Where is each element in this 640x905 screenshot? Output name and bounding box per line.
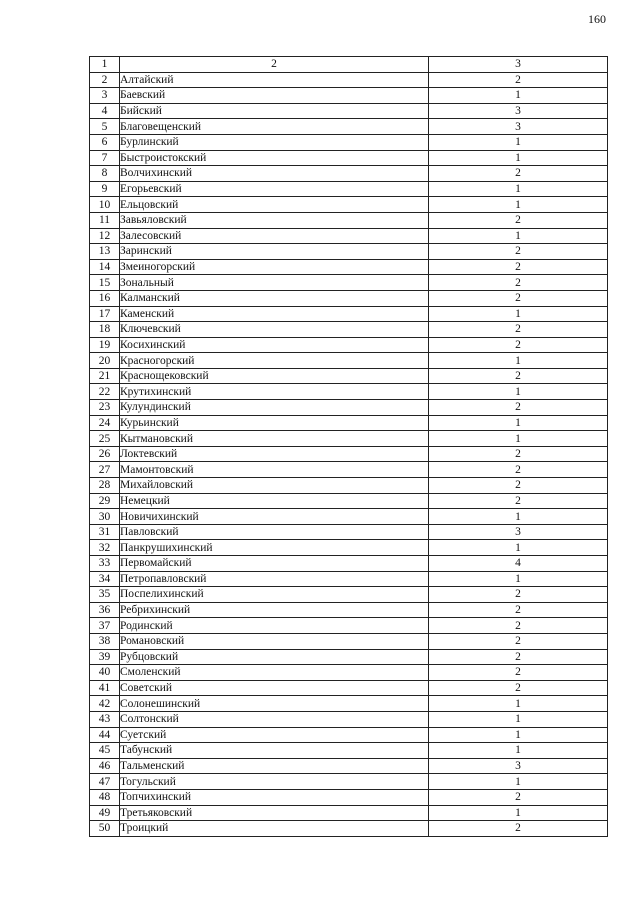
value-cell: 1	[429, 134, 608, 150]
value-cell: 1	[429, 774, 608, 790]
value-cell: 2	[429, 275, 608, 291]
district-name-cell: Павловский	[120, 524, 429, 540]
district-name-cell: Калманский	[120, 290, 429, 306]
value-cell: 2	[429, 244, 608, 260]
value-cell: 1	[429, 509, 608, 525]
district-name-cell: Рубцовский	[120, 649, 429, 665]
row-number-cell: 50	[90, 821, 120, 837]
table-row	[90, 727, 608, 743]
value-cell: 1	[429, 150, 608, 166]
table-row	[90, 446, 608, 462]
value-cell: 2	[429, 212, 608, 228]
table-row	[90, 743, 608, 759]
table-row	[90, 72, 608, 88]
table-row	[90, 212, 608, 228]
value-cell: 1	[429, 696, 608, 712]
value-cell: 4	[429, 556, 608, 572]
row-number-cell: 19	[90, 337, 120, 353]
header-cell-number: 1	[90, 57, 120, 73]
row-number-cell: 40	[90, 665, 120, 681]
value-cell: 1	[429, 181, 608, 197]
value-cell: 2	[429, 72, 608, 88]
table-row	[90, 774, 608, 790]
value-cell: 2	[429, 462, 608, 478]
district-name-cell: Завьяловский	[120, 212, 429, 228]
district-name-cell: Бийский	[120, 103, 429, 119]
header-cell-value: 3	[429, 57, 608, 73]
district-name-cell: Советский	[120, 680, 429, 696]
table-row	[90, 259, 608, 275]
table-row	[90, 88, 608, 104]
district-name-cell: Третьяковский	[120, 805, 429, 821]
row-number-cell: 8	[90, 166, 120, 182]
table-row	[90, 368, 608, 384]
value-cell: 3	[429, 119, 608, 135]
row-number-cell: 36	[90, 602, 120, 618]
row-number-cell: 10	[90, 197, 120, 213]
value-cell: 1	[429, 571, 608, 587]
table-row	[90, 602, 608, 618]
district-name-cell: Локтевский	[120, 446, 429, 462]
value-cell: 2	[429, 680, 608, 696]
district-name-cell: Романовский	[120, 633, 429, 649]
table-row	[90, 789, 608, 805]
district-name-cell: Волчихинский	[120, 166, 429, 182]
value-cell: 2	[429, 259, 608, 275]
table-row	[90, 290, 608, 306]
value-cell: 1	[429, 431, 608, 447]
row-number-cell: 37	[90, 618, 120, 634]
district-name-cell: Ребрихинский	[120, 602, 429, 618]
district-name-cell: Панкрушихинский	[120, 540, 429, 556]
district-name-cell: Косихинский	[120, 337, 429, 353]
value-cell: 3	[429, 758, 608, 774]
value-cell: 2	[429, 649, 608, 665]
table-row	[90, 134, 608, 150]
page-number: 160	[588, 12, 606, 26]
value-cell: 1	[429, 306, 608, 322]
row-number-cell: 5	[90, 119, 120, 135]
table-row	[90, 197, 608, 213]
value-cell: 3	[429, 103, 608, 119]
row-number-cell: 25	[90, 431, 120, 447]
district-name-cell: Краснощековский	[120, 368, 429, 384]
value-cell: 2	[429, 400, 608, 416]
row-number-cell: 44	[90, 727, 120, 743]
district-name-cell: Тальменский	[120, 758, 429, 774]
district-name-cell: Петропавловский	[120, 571, 429, 587]
table-row	[90, 244, 608, 260]
table-row	[90, 665, 608, 681]
table-row	[90, 119, 608, 135]
row-number-cell: 48	[90, 789, 120, 805]
table-row	[90, 571, 608, 587]
row-number-cell: 17	[90, 306, 120, 322]
table-row	[90, 322, 608, 338]
row-number-cell: 12	[90, 228, 120, 244]
district-name-cell: Баевский	[120, 88, 429, 104]
table-body	[90, 57, 608, 837]
row-number-cell: 39	[90, 649, 120, 665]
row-number-cell: 7	[90, 150, 120, 166]
row-number-cell: 45	[90, 743, 120, 759]
table-row	[90, 166, 608, 182]
row-number-cell: 33	[90, 556, 120, 572]
row-number-cell: 20	[90, 353, 120, 369]
district-name-cell: Бурлинский	[120, 134, 429, 150]
row-number-cell: 3	[90, 88, 120, 104]
row-number-cell: 32	[90, 540, 120, 556]
district-name-cell: Троицкий	[120, 821, 429, 837]
district-name-cell: Смоленский	[120, 665, 429, 681]
row-number-cell: 49	[90, 805, 120, 821]
table-row	[90, 524, 608, 540]
value-cell: 1	[429, 540, 608, 556]
district-table	[89, 56, 608, 837]
district-name-cell: Поспелихинский	[120, 587, 429, 603]
district-name-cell: Солонешинский	[120, 696, 429, 712]
row-number-cell: 28	[90, 478, 120, 494]
district-name-cell: Каменский	[120, 306, 429, 322]
row-number-cell: 22	[90, 384, 120, 400]
district-name-cell: Благовещенский	[120, 119, 429, 135]
table-row	[90, 587, 608, 603]
table-row	[90, 181, 608, 197]
row-number-cell: 47	[90, 774, 120, 790]
value-cell: 3	[429, 524, 608, 540]
table-row	[90, 384, 608, 400]
table-row	[90, 353, 608, 369]
row-number-cell: 24	[90, 415, 120, 431]
value-cell: 1	[429, 228, 608, 244]
table-row	[90, 337, 608, 353]
district-name-cell: Топчихинский	[120, 789, 429, 805]
district-name-cell: Змеиногорский	[120, 259, 429, 275]
value-cell: 1	[429, 384, 608, 400]
table-row	[90, 103, 608, 119]
row-number-cell: 42	[90, 696, 120, 712]
row-number-cell: 29	[90, 493, 120, 509]
value-cell: 2	[429, 633, 608, 649]
value-cell: 1	[429, 353, 608, 369]
value-cell: 1	[429, 415, 608, 431]
table-row	[90, 805, 608, 821]
value-cell: 2	[429, 587, 608, 603]
row-number-cell: 27	[90, 462, 120, 478]
district-name-cell: Суетский	[120, 727, 429, 743]
value-cell: 2	[429, 337, 608, 353]
row-number-cell: 23	[90, 400, 120, 416]
row-number-cell: 41	[90, 680, 120, 696]
row-number-cell: 43	[90, 711, 120, 727]
table-row	[90, 493, 608, 509]
row-number-cell: 35	[90, 587, 120, 603]
table-row	[90, 509, 608, 525]
table-row	[90, 400, 608, 416]
table-row	[90, 633, 608, 649]
table-row	[90, 150, 608, 166]
district-name-cell: Зональный	[120, 275, 429, 291]
table-row	[90, 228, 608, 244]
table-row	[90, 462, 608, 478]
district-name-cell: Родинский	[120, 618, 429, 634]
row-number-cell: 18	[90, 322, 120, 338]
table-row	[90, 758, 608, 774]
district-name-cell: Табунский	[120, 743, 429, 759]
table-row	[90, 540, 608, 556]
table-row	[90, 415, 608, 431]
value-cell: 2	[429, 322, 608, 338]
value-cell: 1	[429, 805, 608, 821]
value-cell: 2	[429, 446, 608, 462]
district-name-cell: Красногорский	[120, 353, 429, 369]
district-name-cell: Ключевский	[120, 322, 429, 338]
value-cell: 1	[429, 197, 608, 213]
district-name-cell: Заринский	[120, 244, 429, 260]
value-cell: 1	[429, 88, 608, 104]
table-row	[90, 478, 608, 494]
value-cell: 2	[429, 618, 608, 634]
table-row	[90, 680, 608, 696]
district-name-cell: Кытмановский	[120, 431, 429, 447]
row-number-cell: 6	[90, 134, 120, 150]
district-name-cell: Михайловский	[120, 478, 429, 494]
value-cell: 2	[429, 166, 608, 182]
district-name-cell: Тогульский	[120, 774, 429, 790]
district-name-cell: Новичихинский	[120, 509, 429, 525]
value-cell: 1	[429, 743, 608, 759]
row-number-cell: 38	[90, 633, 120, 649]
value-cell: 2	[429, 478, 608, 494]
row-number-cell: 21	[90, 368, 120, 384]
table-row	[90, 821, 608, 837]
table-row	[90, 556, 608, 572]
district-name-cell: Быстроистокский	[120, 150, 429, 166]
district-name-cell: Ельцовский	[120, 197, 429, 213]
row-number-cell: 30	[90, 509, 120, 525]
table-header-row	[90, 57, 608, 73]
row-number-cell: 11	[90, 212, 120, 228]
row-number-cell: 9	[90, 181, 120, 197]
district-name-cell: Егорьевский	[120, 181, 429, 197]
table-row	[90, 618, 608, 634]
row-number-cell: 46	[90, 758, 120, 774]
value-cell: 2	[429, 602, 608, 618]
table-row	[90, 306, 608, 322]
table-row	[90, 649, 608, 665]
district-name-cell: Алтайский	[120, 72, 429, 88]
value-cell: 2	[429, 368, 608, 384]
district-name-cell: Курьинский	[120, 415, 429, 431]
table-row	[90, 431, 608, 447]
row-number-cell: 2	[90, 72, 120, 88]
table-row	[90, 696, 608, 712]
row-number-cell: 4	[90, 103, 120, 119]
district-name-cell: Залесовский	[120, 228, 429, 244]
value-cell: 2	[429, 789, 608, 805]
district-name-cell: Кулундинский	[120, 400, 429, 416]
row-number-cell: 26	[90, 446, 120, 462]
district-name-cell: Мамонтовский	[120, 462, 429, 478]
table-row	[90, 711, 608, 727]
row-number-cell: 31	[90, 524, 120, 540]
district-name-cell: Немецкий	[120, 493, 429, 509]
district-name-cell: Крутихинский	[120, 384, 429, 400]
row-number-cell: 14	[90, 259, 120, 275]
row-number-cell: 34	[90, 571, 120, 587]
value-cell: 2	[429, 493, 608, 509]
district-name-cell: Солтонский	[120, 711, 429, 727]
value-cell: 2	[429, 665, 608, 681]
row-number-cell: 15	[90, 275, 120, 291]
table-row	[90, 275, 608, 291]
value-cell: 1	[429, 727, 608, 743]
header-cell-name: 2	[120, 57, 429, 73]
row-number-cell: 13	[90, 244, 120, 260]
value-cell: 2	[429, 290, 608, 306]
value-cell: 1	[429, 711, 608, 727]
row-number-cell: 16	[90, 290, 120, 306]
value-cell: 2	[429, 821, 608, 837]
district-name-cell: Первомайский	[120, 556, 429, 572]
